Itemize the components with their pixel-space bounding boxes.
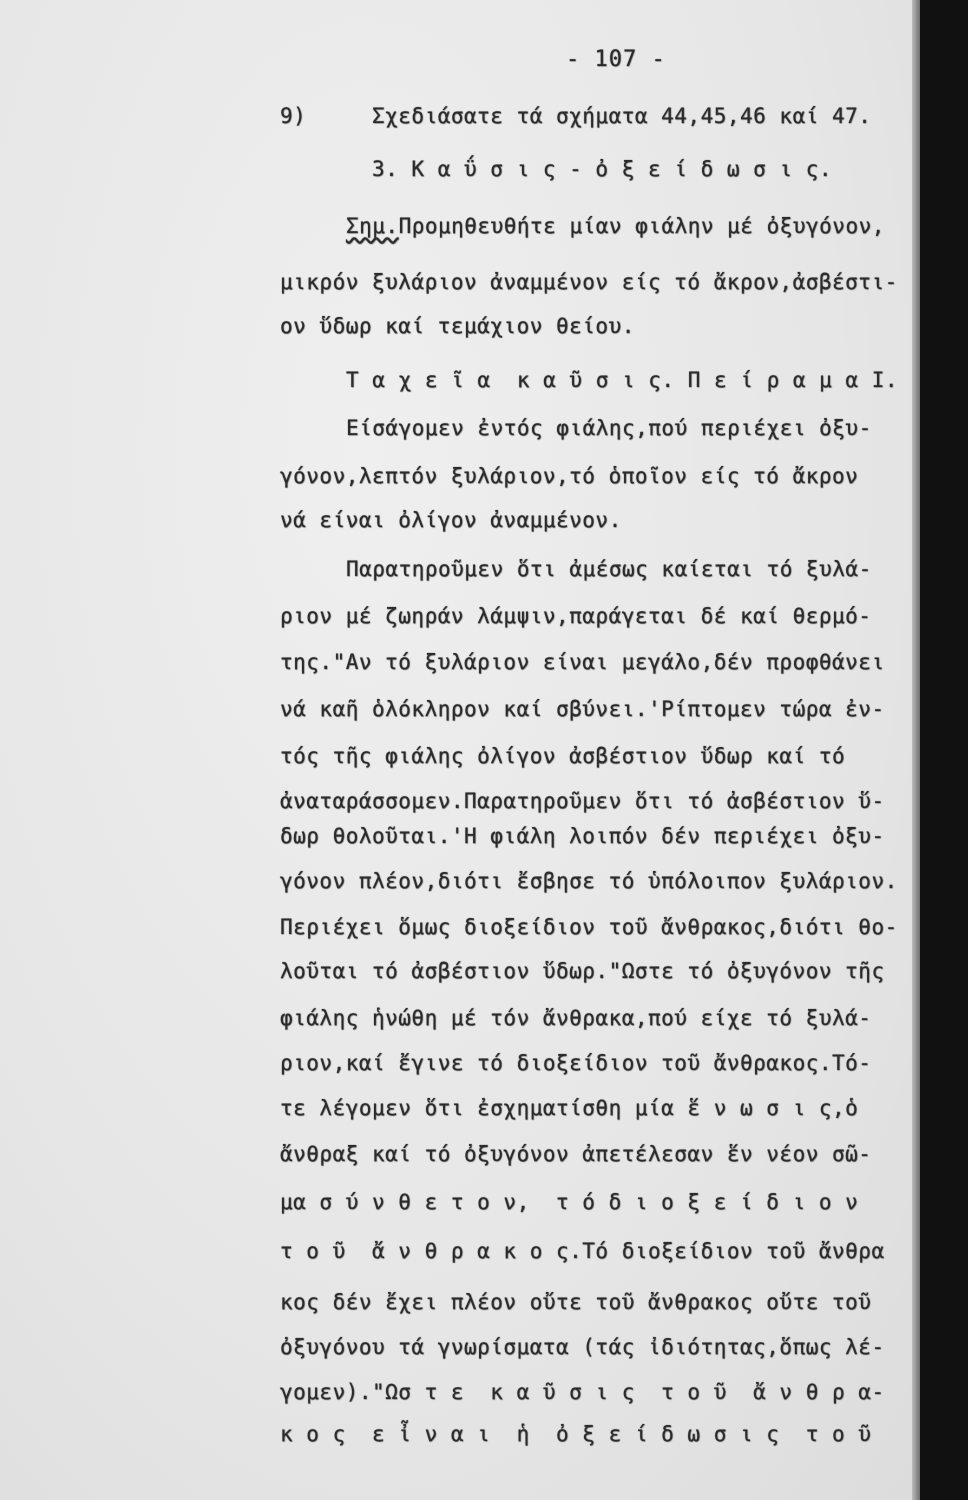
text-line: γομεν)."Ωσ τ ε κ α ῦ σ ι ς τ ο ῦ ἄ ν θ ρ α- (280, 1380, 885, 1404)
text-line: τε λέγομεν ὅτι ἐσχηματίσθη μία ἕ ν ω σ ι ς,ὁ (280, 1096, 859, 1120)
note-label (346, 213, 885, 239)
item-text: Σχεδιάσατε τά σχήματα 44,45,46 καί 47. (372, 104, 872, 128)
text-line: φιάλης ἡνώθη μέ τόν ἄνθρακα,πού είχε τό ξυλά- (280, 1006, 872, 1030)
text-line: Περιέχει ὅμως διοξείδιον τοῦ ἄνθρακος,διότι θο- (280, 915, 898, 939)
text-line: λοῦται τό ἀσβέστιον ὕδωρ."Ωστε τό ὀξυγόνον τῆς (280, 959, 885, 983)
text-line: Προμηθευθήτε μίαν φιάλην μέ ὀξυγόνον, (398, 214, 885, 238)
scan-background (920, 0, 968, 1500)
text-line: ριον μέ ζωηράν λάμψιν,παράγεται δέ καί θερμό- (280, 604, 872, 628)
text-line: γόνον πλέον,διότι ἔσβησε τό ὑπόλοιπον ξυλάριον. (280, 869, 898, 893)
text-line: ριον,καί ἔγινε τό διοξείδιον τοῦ ἄνθρακος.Τό- (280, 1051, 872, 1075)
text-line: γόνον,λεπτόν ξυλάριον,τό ὁποῖον είς τό ἄκρον (280, 464, 859, 488)
text-line: ον ὕδωρ καί τεμάχιον θείου. (280, 314, 635, 338)
text-line: κος δέν ἔχει πλέον οὔτε τοῦ ἄνθρακος οὔτε τοῦ (280, 1290, 872, 1314)
text-line: νά είναι ὀλίγον ἀναμμένον. (280, 508, 622, 532)
text-line: δωρ θολοῦται.'Η φιάλη λοιπόν δέν περιέχει ὀξυ- (280, 824, 885, 848)
text-line: ἄνθραξ καί τό ὀξυγόνον ἀπετέλεσαν ἕν νέον σῶ- (280, 1142, 872, 1166)
text-line: τός τῆς φιάλης ὀλίγον ἀσβέστιον ὕδωρ καί τό (280, 744, 846, 768)
section-title: 3. Κ α ΰ σ ι ς - ὀ ξ ε ί δ ω σ ι ς. (372, 157, 833, 181)
text-line: τ ο ῦ ἄ ν θ ρ α κ ο ς.Τό διοξείδιον τοῦ ἄνθρα (280, 1239, 885, 1263)
page-number: - 107 - (566, 47, 666, 72)
text-line: Είσάγομεν ἐντός φιάλης,πού περιέχει ὀξυ- (346, 416, 872, 440)
text-line: Παρατηροῦμεν ὅτι ἀμέσως καίεται τό ξυλά- (346, 557, 872, 581)
text-line: της."Αν τό ξυλάριον είναι μεγάλο,δέν προφθάνει (280, 650, 885, 674)
text-line: ἀναταράσσομεν.Παρατηροῦμεν ὅτι τό ἀσβέστιον ὕ- (280, 789, 885, 813)
text-line: κ ο ς ε ἶ ν α ι ἡ ὀ ξ ε ί δ ω σ ι ς τ ο ῦ (280, 1422, 872, 1446)
text-line: μα σ ύ ν θ ε τ ο ν, τ ό δ ι ο ξ ε ί δ ι ο ν (280, 1190, 859, 1214)
text-line: μικρόν ξυλάριον ἀναμμένον είς τό ἄκρον,ἀσβέστι- (280, 270, 898, 294)
text-line: νά καῆ ὁλόκληρον καί σβύνει.'Ρίπτομεν τώρα ἐν- (280, 697, 885, 721)
experiment-heading: Τ α χ ε ῖ α κ α ῦ σ ι ς. Π ε ί ρ α μ α Ι. (346, 368, 899, 392)
page-edge (912, 0, 920, 1500)
note-abbreviation: Σημ. (346, 214, 399, 238)
item-label: 9) (280, 104, 307, 128)
text-line: ὀξυγόνου τά γνωρίσματα (τάς ἰδιότητας,ὅπως λέ- (280, 1335, 885, 1359)
